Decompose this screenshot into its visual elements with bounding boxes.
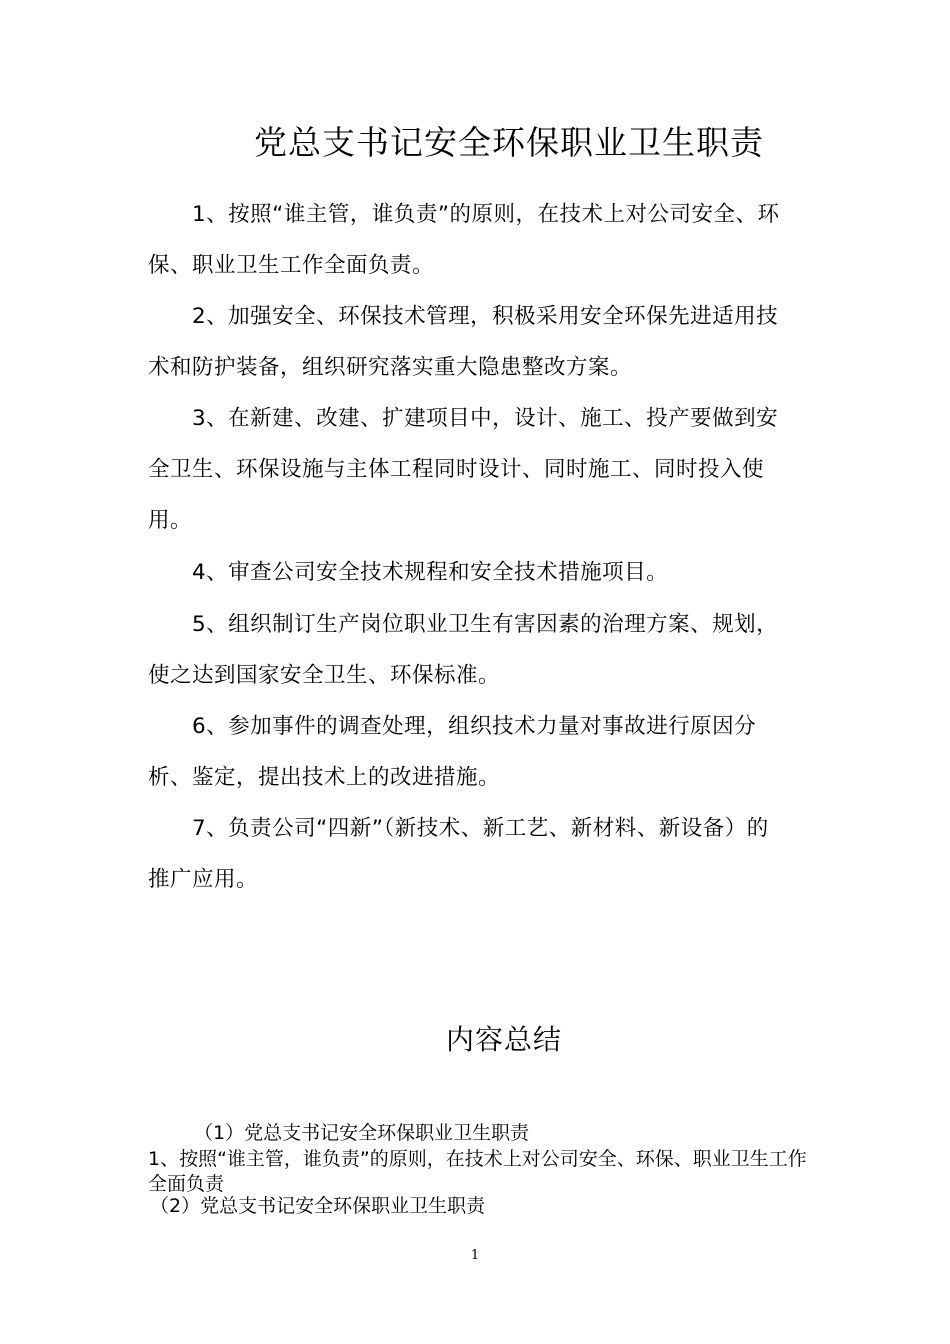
duty-paragraph-4: 4、审查公司安全技术规程和安全技术措施项目。	[192, 560, 669, 585]
duty-paragraph-1: 1、按照“谁主管，谁负责”的原则，在技术上对公司安全、环保、职业卫生工作全面负责。	[148, 202, 780, 278]
summary-line-1: （1）党总支书记安全环保职业卫生职责	[194, 1122, 530, 1144]
duty-paragraph-6: 6、参加事件的调查处理，组织技术力量对事故进行原因分析、鉴定，提出技术上的改进措施。	[148, 714, 757, 790]
document-title: 党总支书记安全环保职业卫生职责	[254, 123, 764, 162]
summary-line-3: （2）党总支书记安全环保职业卫生职责	[150, 1195, 486, 1217]
page-number: 1	[470, 1248, 480, 1263]
duty-paragraph-5: 5、组织制订生产岗位职业卫生有害因素的治理方案、规划，使之达到国家安全卫生、环保标准。	[148, 612, 779, 688]
summary-line-2: 1、按照“谁主管，谁负责”的原则，在技术上对公司安全、环保、职业卫生工作全面负责	[148, 1148, 807, 1195]
duty-paragraph-7: 7、负责公司“四新”（新技术、新工艺、新材料、新设备）的推广应用。	[148, 816, 769, 892]
duty-paragraph-3: 3、在新建、改建、扩建项目中，设计、施工、投产要做到安全卫生、环保设施与主体工程同时设计、同时施工、同时投入使用。	[148, 406, 779, 533]
duty-paragraph-2: 2、加强安全、环保技术管理，积极采用安全环保先进适用技术和防护装备，组织研究落实重大隐患整改方案。	[148, 304, 779, 380]
summary-title: 内容总结	[446, 1023, 563, 1056]
